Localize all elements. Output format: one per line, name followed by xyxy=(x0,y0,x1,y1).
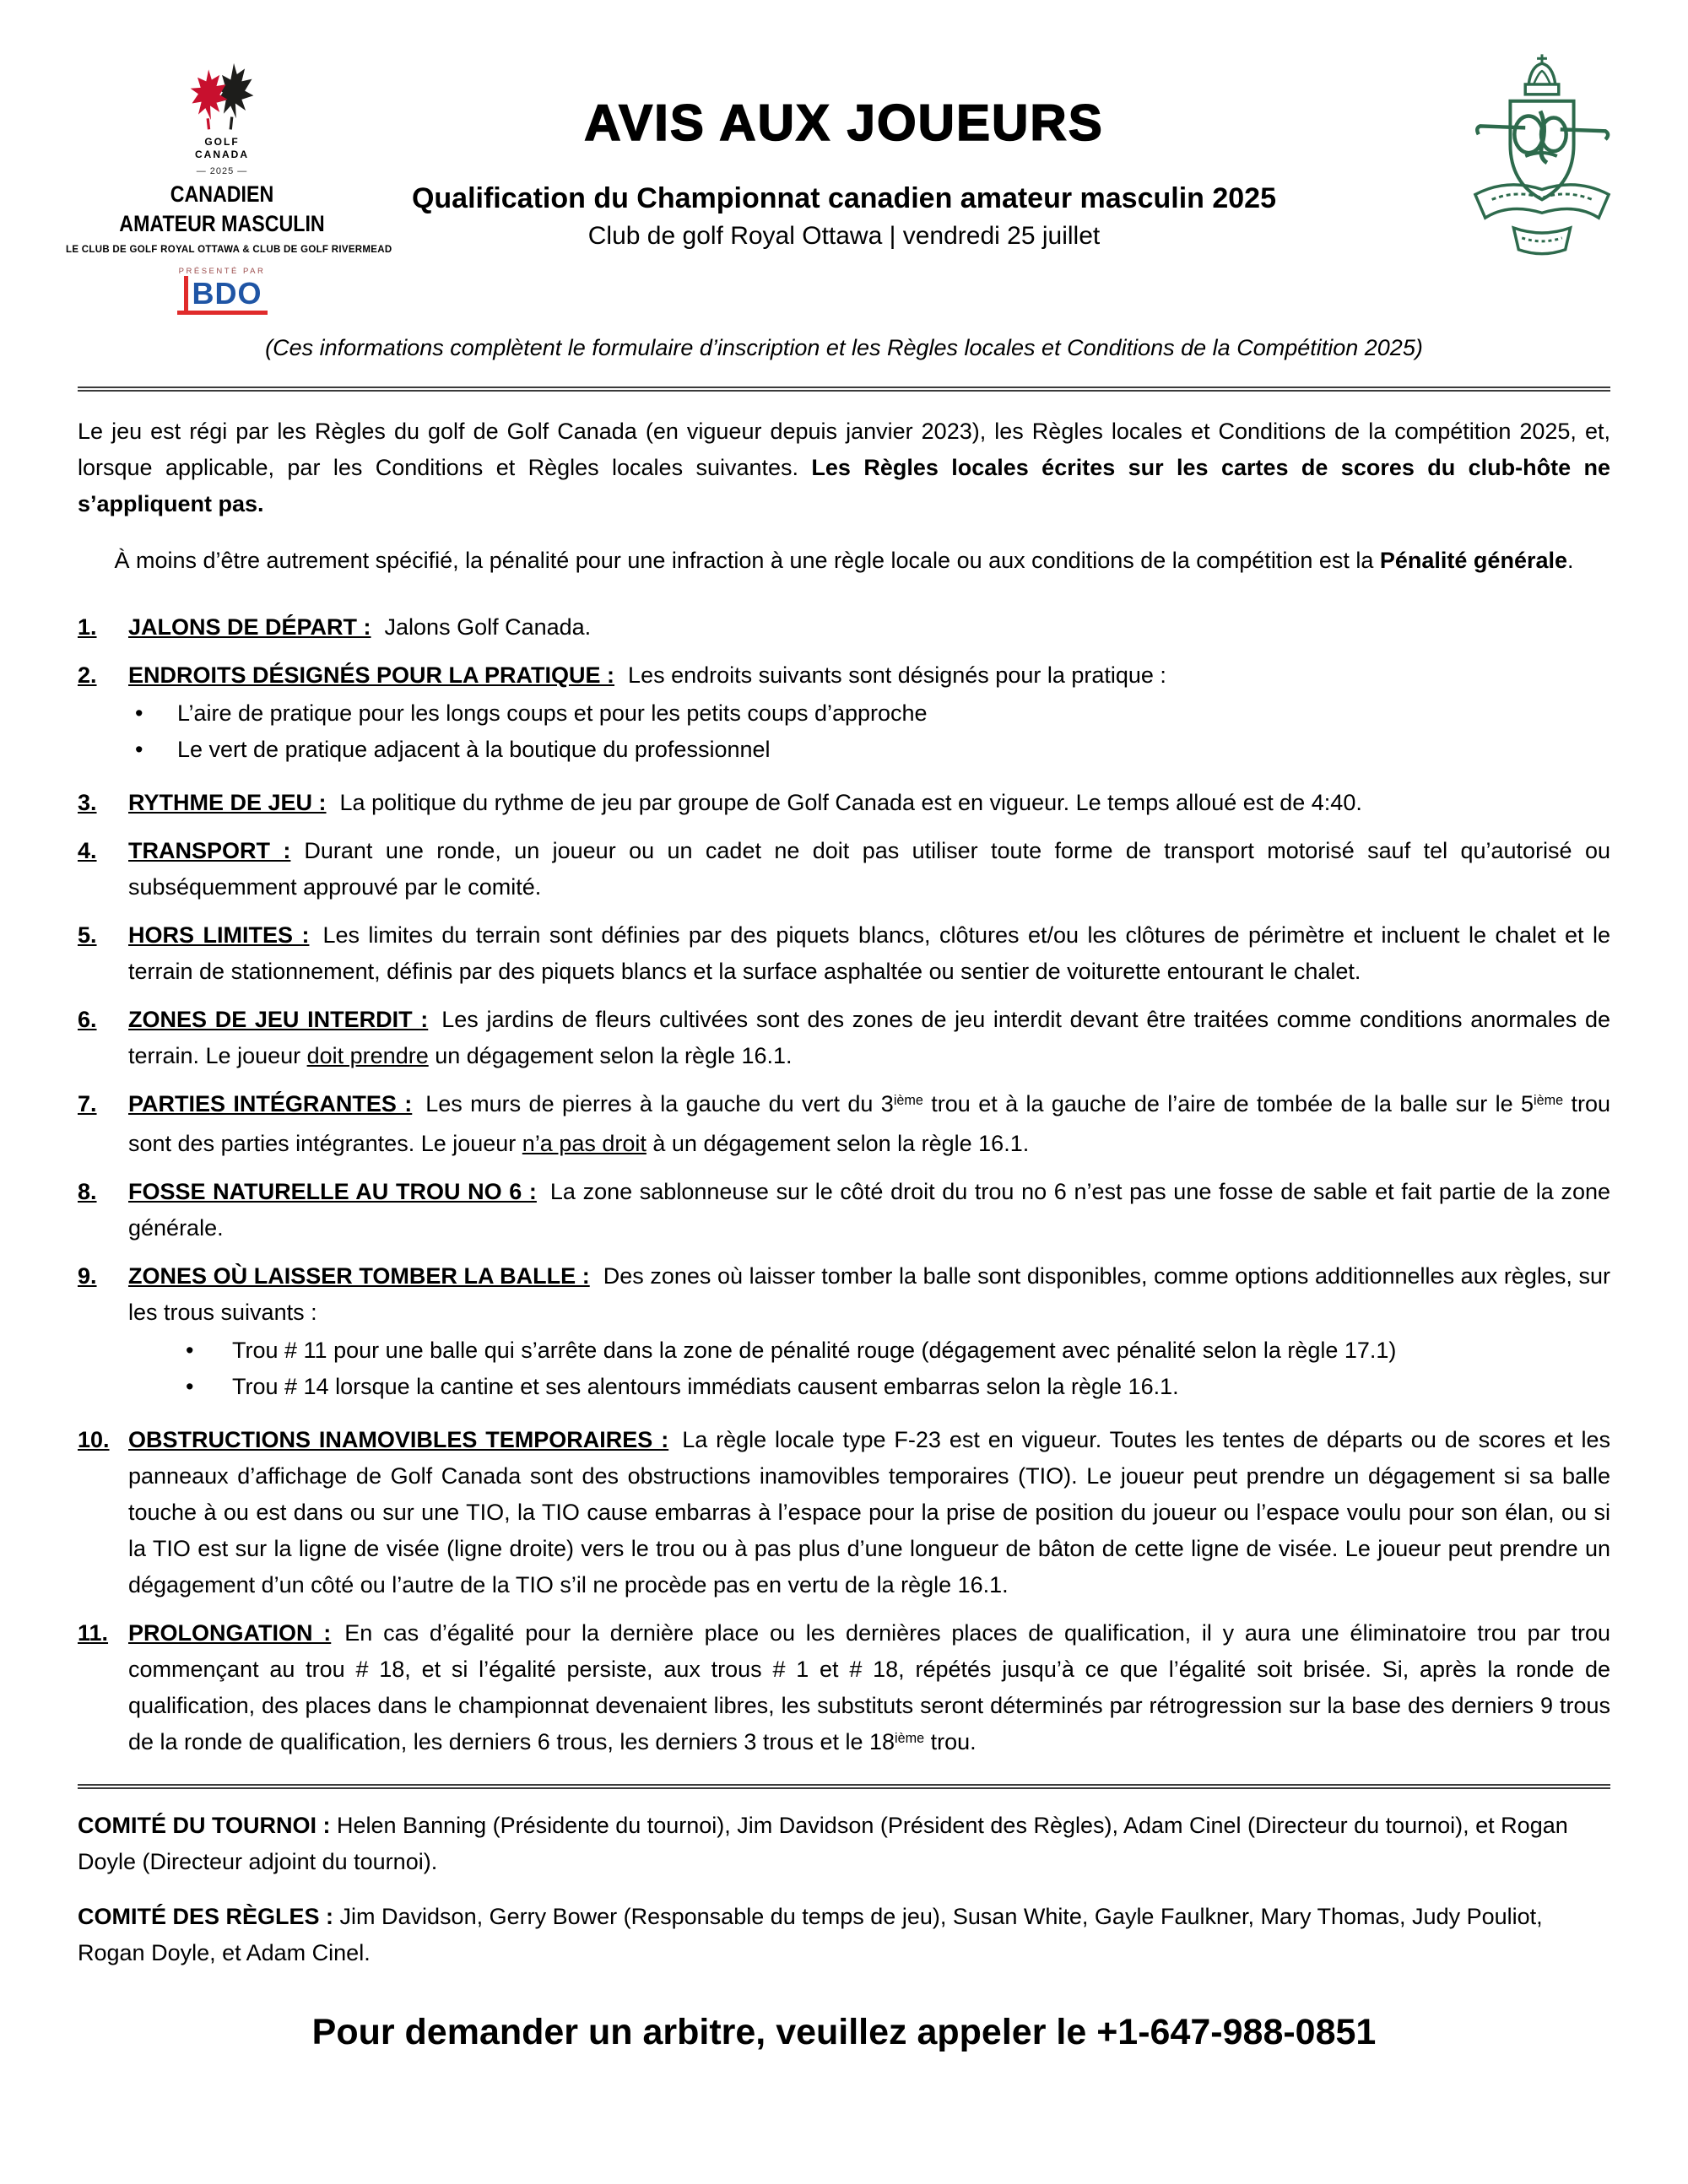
maple-leaves-icon xyxy=(178,62,266,134)
text-segment: La politique du rythme de jeu par groupe de Golf Canada est en vigueur. Le temps alloué est de 4:40. xyxy=(339,790,1362,815)
text-segment: trou et à la gauche de l’aire de tombée de la balle sur le 5 xyxy=(922,1091,1534,1116)
rule-body xyxy=(128,1002,1610,1074)
rule-item xyxy=(78,1174,1610,1246)
page-title: AVIS AUX JOUEURS xyxy=(584,95,1104,151)
host-clubs-line: LE CLUB DE GOLF ROYAL OTTAWA & CLUB DE GOLF RIVERMEAD xyxy=(66,245,392,256)
text-segment: . xyxy=(1567,548,1574,573)
text-segment: Les murs de pierres à la gauche du vert du 3 xyxy=(425,1091,894,1116)
referee-phone-line: Pour demander un arbitre, veuillez appeler le +1-647-988-0851 xyxy=(311,2012,1377,2052)
rule-text xyxy=(128,1615,1610,1764)
text-segment: À moins d’être autrement spécifié, la pénalité pour une infraction à une règle locale ou aux conditions de la compétition est la xyxy=(114,548,1380,573)
text-segment: Jim Davidson, Gerry Bower (Responsable du temps de jeu), Susan White, Gayle Faulkner, Mary Thomas, Judy Pouliot, Rogan Doyle, et Adam Cinel. xyxy=(78,1904,1543,1965)
rule-heading: ZONES OÙ LAISSER TOMBER LA BALLE : xyxy=(128,1263,590,1289)
bdo-wordmark: BDO xyxy=(184,276,262,311)
rule-number: 4. xyxy=(78,838,97,863)
rule-number: 7. xyxy=(78,1091,97,1116)
rule-heading: OBSTRUCTIONS INAMOVIBLES TEMPORAIRES : xyxy=(128,1427,669,1452)
rule-number: 1. xyxy=(78,614,97,640)
rule-body xyxy=(128,785,1610,821)
bullet-item xyxy=(128,695,1610,732)
bullet-dot-icon: • xyxy=(186,1374,194,1399)
rule-number: 8. xyxy=(78,1179,97,1204)
text-segment: Durant une ronde, un joueur ou un cadet ne doit pas utiliser toute forme de transport motorisé sauf tel qu’autorisé ou subséquemment approuvé par le comité. xyxy=(128,838,1610,900)
text-segment: doit prendre xyxy=(306,1043,429,1068)
rule-heading: PROLONGATION : xyxy=(128,1620,332,1646)
rule-item xyxy=(78,1615,1610,1764)
text-segment: En cas d’égalité pour la dernière place ou les dernières places de qualification, il y aura une éliminatoire trou par trou commençant au trou # 18, et si l’égalité persiste, aux trous # 1 et # 18, répétés jusqu’à ce que l’égalité soit brisée. Si, après la ronde de qualification, des places dans le championnat devenaient libres, les substituts seront déterminés par rétrogression sur la base des derniers 9 trous de la ronde de qualification, les derniers 6 trous, les derniers 3 trous et le 18 xyxy=(128,1620,1611,1754)
rule-body xyxy=(128,1174,1610,1246)
rule-text xyxy=(128,609,1610,646)
bdo-logo xyxy=(177,278,268,315)
rule-text xyxy=(128,1422,1610,1603)
rule-text xyxy=(128,1002,1610,1074)
rules-list xyxy=(78,609,1610,1764)
rule-number: 9. xyxy=(78,1263,97,1289)
intro-note: (Ces informations complètent le formulaire d’inscription et les Règles locales et Conditions de la Compétition 2025) xyxy=(265,335,1423,360)
rule-number: 11. xyxy=(78,1620,109,1646)
rule-text xyxy=(128,657,1610,694)
rule-text xyxy=(128,1174,1610,1246)
committee-label: COMITÉ DU TOURNOI : xyxy=(78,1813,331,1838)
text-segment: Le vert de pratique adjacent à la boutique du professionnel xyxy=(177,737,771,762)
rule-text xyxy=(128,917,1610,990)
text-segment: ième xyxy=(893,1092,923,1108)
rule-item xyxy=(78,609,1610,646)
rule-body xyxy=(128,1422,1610,1603)
text-segment: Les jardins de fleurs cultivées sont des zones de jeu interdit devant être traitées comme conditions anormales de terrain. Le joueur xyxy=(128,1007,1611,1068)
text-segment: Jalons Golf Canada. xyxy=(384,614,592,640)
rule-text xyxy=(128,833,1610,905)
text-segment: Les Règles locales écrites sur les cartes de scores du club-hôte ne s’appliquent pas. xyxy=(78,455,1610,516)
bullet-item xyxy=(128,732,1610,768)
rule-item xyxy=(78,833,1610,905)
text-segment: trou sont des parties intégrantes. Le joueur xyxy=(128,1091,1610,1156)
text-segment: Trou # 14 lorsque la cantine et ses alentours immédiats causent embarras selon la règle 16.1. xyxy=(232,1374,1179,1399)
bullet-item xyxy=(128,1333,1610,1369)
rule-number: 2. xyxy=(78,662,97,688)
rule-text xyxy=(128,1086,1610,1162)
bullet-list xyxy=(128,1333,1610,1405)
bullet-list xyxy=(128,695,1610,768)
bullet-item xyxy=(128,1369,1610,1405)
text-segment: La règle locale type F-23 est en vigueur. Toutes les tentes de départs ou de scores et les panneaux d’affichage de Golf Canada sont des obstructions inamovibles temporaires (TIO). Le joueur peut prendre un dégagement si sa balle touche à ou est dans ou sur une TIO, la TIO cause embarras à l’espace pour la prise de position du joueur ou l’espace voulu pour son élan, ou si la TIO est sur la ligne de visée (ligne droite) vers le trou ou à pas plus d’une longueur de bâton de cette ligne de visée. Le joueur peut prendre un dégagement d’un côté ou l’autre de la TIO s’il ne procède pas en vertu de la règle 16.1. xyxy=(128,1427,1610,1597)
text-segment: un dégagement selon la règle 16.1. xyxy=(428,1043,793,1068)
intro-paragraph xyxy=(78,414,1610,522)
text-segment: à un dégagement selon la règle 16.1. xyxy=(646,1131,1030,1156)
text-segment: ième xyxy=(1534,1092,1564,1108)
text-segment: Des zones où laisser tomber la balle sont disponibles, comme options additionnelles aux règles, sur les trous suivants : xyxy=(128,1263,1610,1325)
committee-line xyxy=(78,1808,1610,1880)
bullet-dot-icon: • xyxy=(135,700,143,726)
rule-item xyxy=(78,1002,1610,1074)
text-segment: Pénalité générale xyxy=(1379,548,1567,573)
divider-bottom xyxy=(78,1784,1610,1789)
golf-canada-wordmark: GOLF CANADA xyxy=(195,136,249,160)
committee-line xyxy=(78,1899,1610,1971)
rule-text xyxy=(128,1258,1610,1331)
page-subtitle: Qualification du Championnat canadien amateur masculin 2025 xyxy=(411,182,1277,214)
rule-body xyxy=(128,833,1610,905)
rule-heading: RYTHME DE JEU : xyxy=(128,790,327,815)
royal-ottawa-crest-icon xyxy=(1467,51,1617,262)
bullet-dot-icon: • xyxy=(135,737,143,762)
text-segment: Les endroits suivants sont désignés pour la pratique : xyxy=(628,662,1166,688)
rule-number: 3. xyxy=(78,790,97,815)
rule-heading: ENDROITS DÉSIGNÉS POUR LA PRATIQUE : xyxy=(128,662,615,688)
rule-body xyxy=(128,1258,1610,1410)
rule-heading: HORS LIMITES : xyxy=(128,922,310,948)
text-segment: L’aire de pratique pour les longs coups et pour les petits coups d’approche xyxy=(177,700,928,726)
rule-item xyxy=(78,1086,1610,1162)
bullet-text xyxy=(177,732,1610,768)
penalty-note xyxy=(78,543,1610,579)
event-year: — 2025 — xyxy=(196,166,248,176)
rule-item xyxy=(78,1258,1610,1410)
text-segment: n’a pas droit xyxy=(522,1131,647,1156)
event-name-line2: AMATEUR MASCULIN xyxy=(119,211,325,237)
rule-body xyxy=(128,1615,1610,1764)
header xyxy=(66,46,1610,311)
rule-heading: ZONES DE JEU INTERDIT : xyxy=(128,1007,429,1032)
rule-body xyxy=(128,609,1610,646)
rule-body xyxy=(128,917,1610,990)
text-segment: Les limites du terrain sont définies par des piquets blancs, clôtures et/ou les clôtures de périmètre et incluent le chalet et le terrain de stationnement, définis par des piquets blancs et la surface asphaltée ou sentier de voiturette entourant le chalet. xyxy=(128,922,1610,984)
rule-item xyxy=(78,1422,1610,1603)
rule-heading: JALONS DE DÉPART : xyxy=(128,614,371,640)
committees-section xyxy=(78,1808,1610,1971)
divider-top xyxy=(78,387,1610,392)
committee-label: COMITÉ DES RÈGLES : xyxy=(78,1904,334,1929)
rule-number: 10. xyxy=(78,1427,110,1452)
bullet-text xyxy=(232,1333,1610,1369)
bullet-text xyxy=(177,695,1610,732)
rule-number: 5. xyxy=(78,922,97,948)
event-name-line1: CANADIEN xyxy=(170,181,274,207)
golf-canada-logo xyxy=(66,62,392,315)
rule-body xyxy=(128,1086,1610,1162)
rule-heading: PARTIES INTÉGRANTES : xyxy=(128,1091,413,1116)
bullet-dot-icon: • xyxy=(186,1338,194,1363)
rule-item xyxy=(78,785,1610,821)
text-segment: trou. xyxy=(924,1729,977,1754)
rule-item xyxy=(78,657,1610,773)
rule-item xyxy=(78,917,1610,990)
venue-date: Club de golf Royal Ottawa | vendredi 25 juillet xyxy=(587,222,1101,250)
text-segment: ième xyxy=(895,1730,925,1746)
text-segment: Le jeu est régi par les Règles du golf de Golf Canada (en vigueur depuis janvier 2023), les Règles locales et Conditions de la compétition 2025, et, lorsque applicable, par les Conditions et Règles locales suivantes. xyxy=(78,419,1610,480)
rule-heading: FOSSE NATURELLE AU TROU NO 6 : xyxy=(128,1179,537,1204)
text-segment: Helen Banning (Présidente du tournoi), Jim Davidson (Président des Règles), Adam Cinel (Directeur du tournoi), et Rogan Doyle (Directeur adjoint du tournoi). xyxy=(78,1813,1568,1874)
text-segment: La zone sablonneuse sur le côté droit du trou no 6 n’est pas une fosse de sable et fait partie de la zone générale. xyxy=(128,1179,1610,1241)
rule-body xyxy=(128,657,1610,773)
text-segment: Trou # 11 pour une balle qui s’arrête dans la zone de pénalité rouge (dégagement avec pénalité selon la règle 17.1) xyxy=(232,1338,1397,1363)
presented-by-label: PRÉSENTÉ PAR xyxy=(178,267,266,277)
bullet-text xyxy=(232,1369,1610,1405)
rule-heading: TRANSPORT : xyxy=(128,838,291,863)
rule-text xyxy=(128,785,1610,821)
rule-number: 6. xyxy=(78,1007,97,1032)
